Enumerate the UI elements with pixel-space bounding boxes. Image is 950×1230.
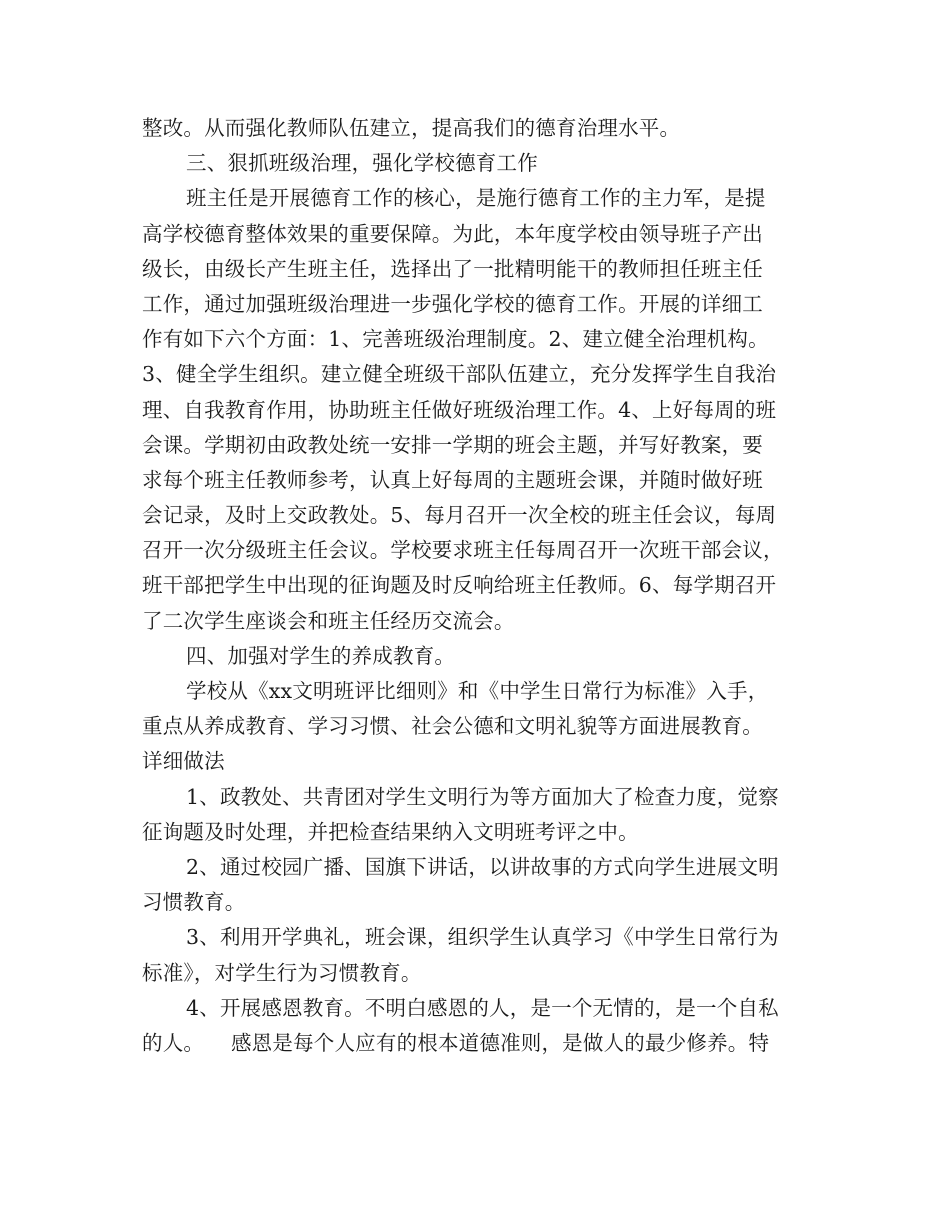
section-heading: 四、加强对学生的养成教育。 <box>186 643 456 668</box>
text-line: 工作，通过加强班级治理进一步强化学校的德育工作。开展的详细工 <box>142 291 763 316</box>
text-line: 理、自我教育作用，协助班主任做好班级治理工作。4、上好每周的班 <box>142 397 777 422</box>
text-line: 班主任是开展德育工作的核心，是施行德育工作的主力军，是提 <box>186 186 766 211</box>
text-line: 的人。 感恩是每个人应有的根本道德准则，是做人的最少修养。特 <box>142 1030 770 1055</box>
list-item: 1、政教处、共青团对学生文明行为等方面加大了检查力度，觉察 <box>186 784 779 809</box>
text-line: 作有如下六个方面：1、完善班级治理制度。2、建立健全治理机构。 <box>142 327 769 352</box>
text-line: 整改。从而强化教师队伍建立，提高我们的德育治理水平。 <box>142 116 681 140</box>
text-line: 会记录，及时上交政教处。5、每月召开一次全校的班主任会议，每周 <box>142 503 777 528</box>
text-line: 征询题及时处理，并把检查结果纳入文明班考评之中。 <box>142 819 639 844</box>
text-line: 3、健全学生组织。建立健全班级干部队伍建立，充分发挥学生自我治 <box>142 362 777 387</box>
text-line: 求每个班主任教师参考，认真上好每周的主题班会课，并随时做好班 <box>142 467 763 492</box>
section-heading: 三、狠抓班级治理，强化学校德育工作 <box>186 151 538 176</box>
text-line: 标准》，对学生行为习惯教育。 <box>142 960 422 985</box>
text-line: 班干部把学生中出现的征询题及时反响给班主任教师。6、每学期召开 <box>142 573 777 598</box>
list-item: 2、通过校园广播、国旗下讲话，以讲故事的方式向学生进展文明 <box>186 854 779 879</box>
document-body <box>142 111 832 1061</box>
text-line: 召开一次分级班主任会议。学校要求班主任每周召开一次班干部会议， <box>142 538 784 563</box>
text-line: 重点从养成教育、学习习惯、社会公德和文明礼貌等方面进展教育。 <box>142 714 763 739</box>
text-line: 级长，由级长产生班主任，选择出了一批精明能干的教师担任班主任 <box>142 256 763 281</box>
text-line: 了二次学生座谈会和班主任经历交流会。 <box>142 608 515 633</box>
list-item: 3、利用开学典礼，班会课，组织学生认真学习《中学生日常行为 <box>186 925 779 950</box>
text-line: 学校从《xx文明班评比细则》和《中学生日常行为标准》入手， <box>186 679 769 703</box>
text-line: 高学校德育整体效果的重要保障。为此，本年度学校由领导班子产出 <box>142 221 763 246</box>
text-line: 会课。学期初由政教处统一安排一学期的班会主题，并写好教案，要 <box>142 432 763 457</box>
text-line: 习惯教育。 <box>142 890 246 915</box>
list-item: 4、开展感恩教育。不明白感恩的人，是一个无情的，是一个自私 <box>186 995 779 1020</box>
text-line: 详细做法 <box>142 749 225 774</box>
